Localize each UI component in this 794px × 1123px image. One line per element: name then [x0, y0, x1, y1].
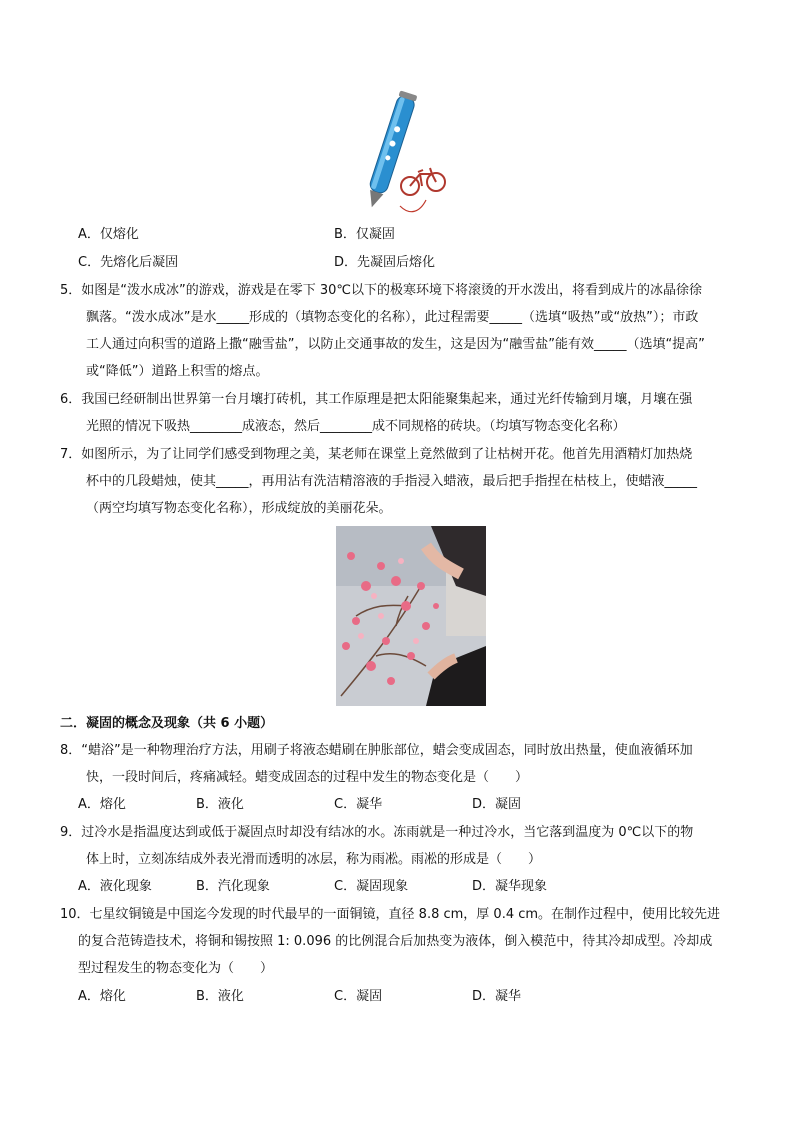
q10-option-a: A．熔化: [78, 989, 126, 1004]
q9-line-1: 9．过冷水是指温度达到或低于凝固点时却没有结冰的水。冻雨就是一种过冷水，当它落到温度为 0℃以下的物: [60, 825, 694, 840]
3d-pen-bicycle-figure: [360, 88, 450, 218]
q10-option-c: C．凝固: [334, 989, 383, 1004]
q8-option-a: A．熔化: [78, 797, 126, 812]
q4-option-b: B．仅凝固: [334, 227, 395, 242]
q10-line-2: 的复合范铸造技术，将铜和锡按照 1: 0.096 的比例混合后加热变为液体，倒入模范中，待其冷却成型。冷却成: [78, 934, 713, 949]
q10-option-b: B．液化: [196, 989, 244, 1004]
q4-option-a: A．仅熔化: [78, 227, 139, 242]
q9-option-a: A．液化现象: [78, 879, 152, 894]
q9-option-b: B．汽化现象: [196, 879, 270, 894]
q10-line-3: 型过程发生的物态变化为（ ）: [78, 961, 274, 976]
section-2-title: 二．凝固的概念及现象（共 6 小题）: [60, 716, 274, 731]
q5-line-1: 5．如图是“泼水成冰”的游戏，游戏是在零下 30℃以下的极寒环境下将滚烫的开水泼出，将看到成片的冰晶徐徐: [60, 283, 703, 298]
q7-line-3: （两空均填写物态变化名称），形成绽放的美丽花朵。: [86, 501, 392, 516]
q8-option-c: C．凝华: [334, 797, 383, 812]
q8-option-b: B．液化: [196, 797, 244, 812]
q7-line-1: 7．如图所示，为了让同学们感受到物理之美，某老师在课堂上竟然做到了让枯树开花。他首先用酒精灯加热烧: [60, 447, 693, 462]
q10-option-d: D．凝华: [472, 989, 522, 1004]
q8-line-1: 8．“蜡浴”是一种物理治疗方法，用刷子将液态蜡刷在肿胀部位，蜡会变成固态，同时放出热量，使血液循环加: [60, 743, 693, 758]
q8-line-2: 快，一段时间后，疼痛减轻。蜡变成固态的过程中发生的物态变化是（ ）: [86, 770, 529, 785]
q5-line-3: 工人通过向积雪的道路上撒“融雪盐”，以防止交通事故的发生，这是因为“融雪盐”能有效_____（选填“提高”: [86, 337, 705, 352]
q9-option-c: C．凝固现象: [334, 879, 409, 894]
q6-line-1: 6．我国已经研制出世界第一台月壤打砖机，其工作原理是把太阳能聚集起来，通过光纤传输到月壤，月壤在强: [60, 392, 693, 407]
q10-line-1: 10．七星纹铜镜是中国迄今发现的时代最早的一面铜镜，直径 8.8 cm，厚 0.4 cm。在制作过程中，使用比较先进: [60, 907, 721, 922]
q6-line-2: 光照的情况下吸热________成液态，然后________成不同规格的砖块。（均填写物态变化名称）: [86, 419, 626, 434]
q5-line-4: 或“降低”）道路上积雪的熔点。: [86, 364, 269, 379]
q4-option-d: D．先凝固后熔化: [334, 255, 436, 270]
q9-option-d: D．凝华现象: [472, 879, 548, 894]
q8-option-d: D．凝固: [472, 797, 522, 812]
q4-option-c: C．先熔化后凝固: [78, 255, 179, 270]
wax-flower-photo: [336, 526, 486, 706]
q9-line-2: 体上时，立刻冻结成外表光滑而透明的冰层，称为雨凇。雨凇的形成是（ ）: [86, 852, 542, 867]
q5-line-2: 飘落。“泼水成冰”是水_____形成的（填物态变化的名称），此过程需要_____（选填“吸热”或“放热”）；市政: [86, 310, 699, 325]
q7-line-2: 杯中的几段蜡烛，使其_____，再用沾有洗洁精溶液的手指浸入蜡液，最后把手指捏在枯枝上，使蜡液_____: [86, 474, 698, 489]
